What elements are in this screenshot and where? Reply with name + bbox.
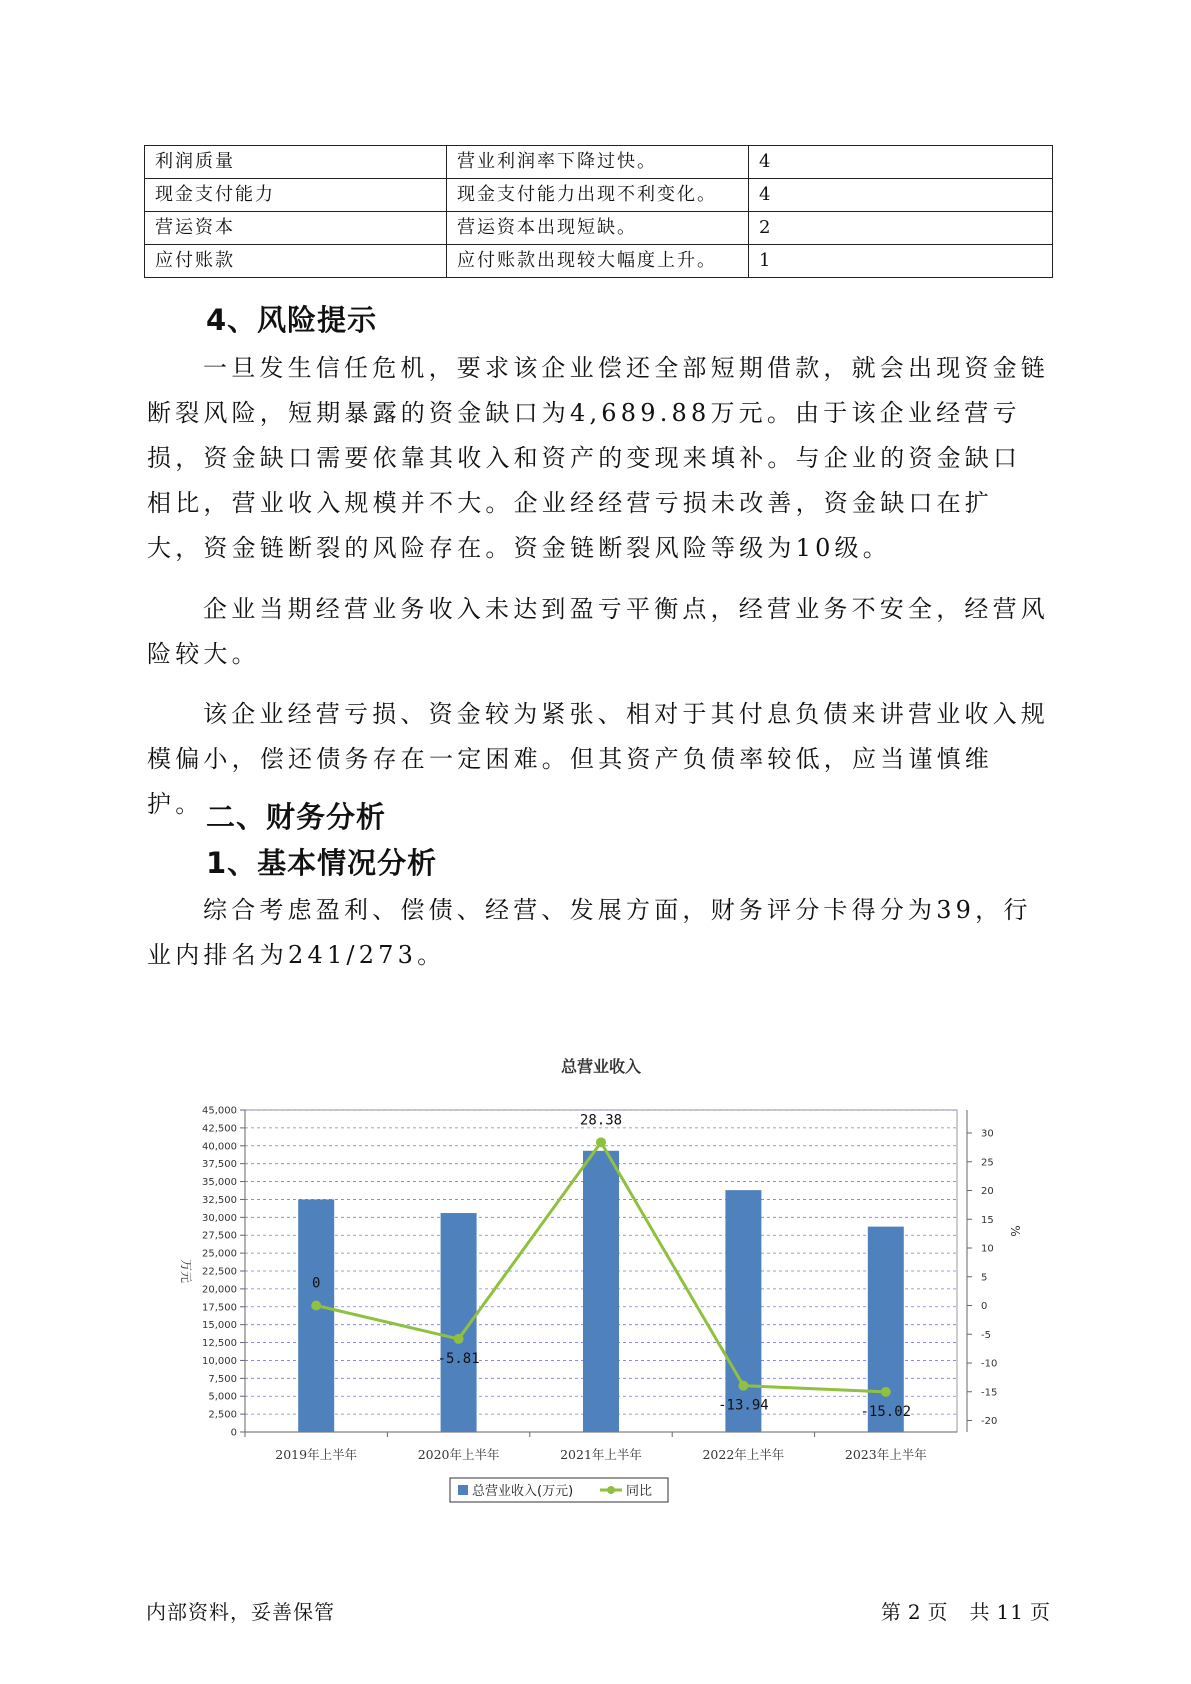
risk-description-cell: 营业利润率下降过快。	[447, 146, 749, 179]
y-tick-label: 32,500	[202, 1194, 237, 1206]
yoy-point	[454, 1334, 464, 1344]
y-tick-label: 22,500	[202, 1266, 237, 1278]
yoy-point	[596, 1137, 606, 1147]
risk-item-cell: 现金支付能力	[145, 179, 447, 212]
risk-item-cell: 利润质量	[145, 146, 447, 179]
risk-description-cell: 应付账款出现较大幅度上升。	[447, 245, 749, 278]
yoy-point	[311, 1301, 321, 1311]
y2-tick-label: 0	[981, 1301, 988, 1312]
y2-tick-label: 20	[981, 1186, 994, 1197]
x-tick-label: 2020年上半年	[417, 1447, 500, 1462]
risk-description-cell: 现金支付能力出现不利变化。	[447, 179, 749, 212]
page-suffix: 页	[1030, 1600, 1051, 1624]
y2-tick-label: -10	[981, 1358, 998, 1370]
y-tick-label: 35,000	[202, 1177, 237, 1189]
risk-paragraph-3: 该企业经营亏损、资金较为紧张、相对于其付息负债来讲营业收入规模偏小，偿还债务存在一定困难。但其资产负债率较低，应当谨慎维护。	[147, 700, 1049, 818]
yoy-data-label: -15.02	[860, 1403, 912, 1420]
yoy-data-label: 0	[311, 1275, 321, 1292]
legend-bar-swatch	[458, 1485, 468, 1495]
risk-level-cell: 4	[749, 146, 1053, 179]
bar	[868, 1227, 904, 1432]
basic-analysis-paragraph: 综合考虑盈利、偿债、经营、发展方面，财务评分卡得分为39，行业内排名为241/273。	[147, 896, 1032, 969]
risk-table-row	[145, 212, 1053, 245]
y2-tick-label: 10	[981, 1243, 994, 1255]
y-tick-label: 30,000	[202, 1212, 237, 1224]
risk-table	[144, 145, 1053, 278]
page-current: 2	[907, 1600, 922, 1624]
bar	[725, 1190, 761, 1432]
legend-bar-label: 总营业收入(万元)	[472, 1484, 574, 1499]
risk-table-row	[145, 146, 1053, 179]
y-tick-label: 5,000	[208, 1391, 237, 1403]
page-prefix: 第	[880, 1600, 902, 1624]
subsection-title-basic: 1、基本情况分析	[206, 846, 438, 880]
risk-item-cell: 营运资本	[145, 212, 447, 245]
section-title-risk: 4、风险提示	[206, 303, 378, 337]
revenue-chart	[160, 1050, 1050, 1530]
x-tick-label: 2019年上半年	[275, 1447, 358, 1462]
y2-tick-label: 15	[981, 1214, 994, 1226]
x-tick-label: 2022年上半年	[702, 1447, 785, 1462]
footer-confidential-note: 内部资料，妥善保管	[146, 1600, 335, 1624]
footer-page-number	[875, 1596, 1051, 1625]
y-tick-label: 17,500	[202, 1302, 237, 1314]
yoy-data-label: -13.94	[718, 1397, 769, 1414]
y2-tick-label: 25	[981, 1157, 994, 1169]
yoy-data-label: -5.81	[437, 1350, 480, 1367]
risk-table-row	[145, 179, 1053, 212]
y2-tick-label: -15	[981, 1387, 998, 1399]
risk-level-cell: 4	[749, 179, 1053, 212]
page-mid: 页 共	[927, 1600, 991, 1624]
y-tick-label: 2,500	[208, 1409, 237, 1421]
x-tick-label: 2023年上半年	[844, 1447, 927, 1462]
y-tick-label: 42,500	[202, 1123, 237, 1135]
legend-line-marker	[607, 1486, 615, 1494]
risk-paragraph-1: 一旦发生信任危机，要求该企业偿还全部短期借款，就会出现资金链断裂风险，短期暴露的资金缺口为4,689.88万元。由于该企业经营亏损，资金缺口需要依靠其收入和资产的变现来填补。与企业的资金缺口相比，营业收入规模并不大。企业经经营亏损未改善，资金缺口在扩大，资金链断裂的风险存在。资金链断裂风险等级为10级。	[147, 354, 1049, 562]
y-axis-label: 万元	[179, 1258, 193, 1284]
risk-item-cell: 应付账款	[145, 245, 447, 278]
yoy-data-label: 28.38	[579, 1112, 623, 1129]
y-tick-label: 10,000	[202, 1355, 237, 1367]
y-tick-label: 27,500	[202, 1230, 237, 1242]
y-tick-label: 20,000	[202, 1284, 237, 1296]
y-tick-label: 12,500	[202, 1338, 237, 1350]
yoy-point	[881, 1387, 891, 1397]
risk-level-cell: 1	[749, 245, 1053, 278]
y-tick-label: 40,000	[202, 1141, 237, 1153]
risk-description-cell: 营运资本出现短缺。	[447, 212, 749, 245]
yoy-point	[738, 1381, 748, 1391]
bar	[298, 1199, 334, 1432]
y2-axis-label: %	[1008, 1225, 1022, 1237]
y-tick-label: 0	[230, 1427, 237, 1439]
y2-tick-label: 5	[981, 1272, 988, 1284]
section-title-finance: 二、财务分析	[206, 800, 387, 834]
risk-level-cell: 2	[749, 212, 1053, 245]
y2-tick-label: -5	[981, 1329, 991, 1341]
y2-tick-label: -20	[981, 1416, 998, 1427]
chart-title: 总营业收入	[560, 1057, 642, 1076]
risk-table-row	[145, 245, 1053, 278]
x-tick-label: 2021年上半年	[560, 1447, 642, 1462]
y2-tick-label: 30	[981, 1128, 994, 1140]
y-tick-label: 7,500	[208, 1373, 237, 1385]
risk-paragraph-2: 企业当期经营业务收入未达到盈亏平衡点，经营业务不安全，经营风险较大。	[147, 595, 1049, 668]
y-tick-label: 15,000	[202, 1320, 237, 1332]
page-total: 11	[996, 1600, 1024, 1624]
legend-line-label: 同比	[626, 1484, 653, 1499]
bar	[583, 1151, 619, 1432]
y-tick-label: 45,000	[202, 1105, 237, 1117]
y-tick-label: 37,500	[202, 1159, 237, 1171]
y-tick-label: 25,000	[202, 1248, 237, 1260]
